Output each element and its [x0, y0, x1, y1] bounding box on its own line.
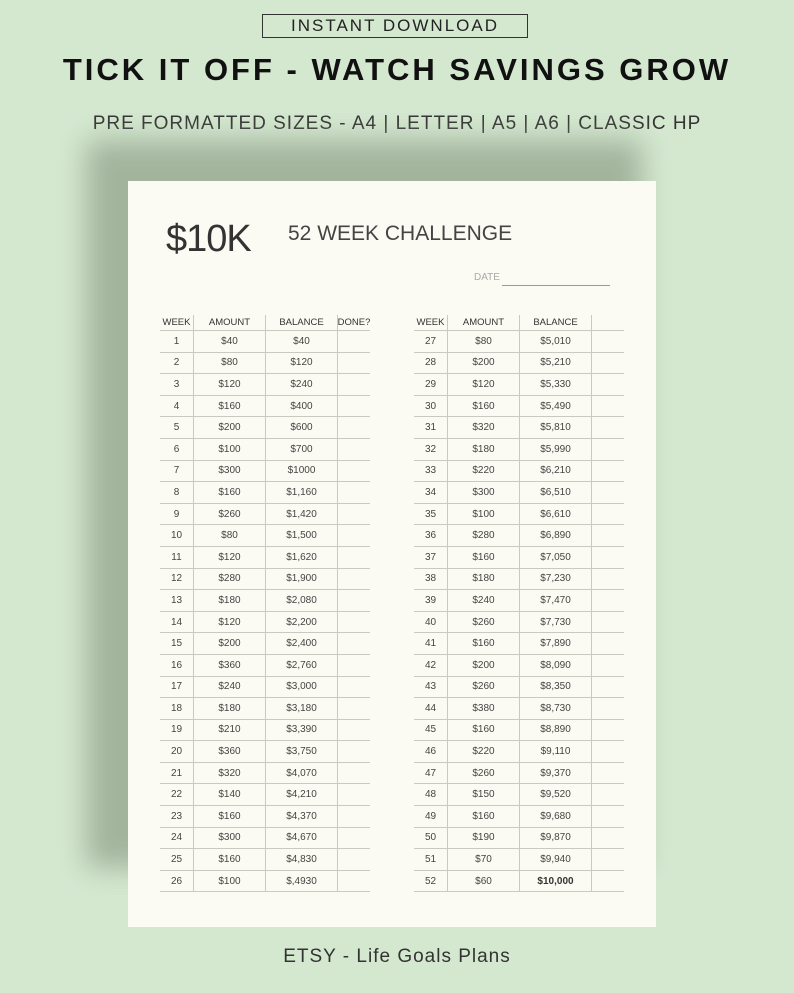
balance-cell: $,4930: [266, 871, 338, 893]
amount-cell: $200: [448, 655, 520, 677]
done-checkbox-cell[interactable]: [592, 569, 624, 591]
balance-cell: $10,000: [520, 871, 592, 893]
week-cell: 15: [160, 633, 194, 655]
balance-cell: $400: [266, 396, 338, 418]
week-cell: 45: [414, 720, 448, 742]
balance-cell: $7,890: [520, 633, 592, 655]
footer-shop-name: ETSY - Life Goals Plans: [283, 946, 511, 967]
done-checkbox-cell[interactable]: [592, 677, 624, 699]
amount-cell: $260: [194, 504, 266, 526]
done-checkbox-cell[interactable]: [338, 461, 370, 483]
done-checkbox-cell[interactable]: [338, 677, 370, 699]
balance-cell: $1,620: [266, 547, 338, 569]
amount-cell: $70: [448, 849, 520, 871]
week-cell: 26: [160, 871, 194, 893]
balance-cell: $1000: [266, 461, 338, 483]
done-checkbox-cell[interactable]: [592, 374, 624, 396]
date-line: [502, 285, 610, 286]
balance-cell: $7,470: [520, 590, 592, 612]
amount-cell: $180: [194, 698, 266, 720]
balance-cell: $6,210: [520, 461, 592, 483]
headline: TICK IT OFF - WATCH SAVINGS GROW: [62, 52, 732, 87]
done-checkbox-cell[interactable]: [338, 698, 370, 720]
week-cell: 34: [414, 482, 448, 504]
done-checkbox-cell[interactable]: [338, 741, 370, 763]
done-checkbox-cell[interactable]: [592, 461, 624, 483]
done-checkbox-cell[interactable]: [592, 741, 624, 763]
week-cell: 35: [414, 504, 448, 526]
amount-cell: $240: [194, 677, 266, 699]
balance-cell: $2,200: [266, 612, 338, 634]
balance-cell: $240: [266, 374, 338, 396]
balance-cell: $5,810: [520, 417, 592, 439]
done-checkbox-cell[interactable]: [592, 396, 624, 418]
amount-cell: $120: [194, 374, 266, 396]
week-cell: 13: [160, 590, 194, 612]
done-checkbox-cell[interactable]: [338, 439, 370, 461]
balance-cell: $9,680: [520, 806, 592, 828]
amount-cell: $300: [194, 461, 266, 483]
week-cell: 9: [160, 504, 194, 526]
savings-table-right: [414, 315, 624, 892]
amount-cell: $100: [448, 504, 520, 526]
done-checkbox-cell[interactable]: [338, 763, 370, 785]
printable-sheet: [128, 181, 656, 927]
done-checkbox-cell[interactable]: [338, 590, 370, 612]
amount-cell: $200: [194, 633, 266, 655]
balance-cell: $2,760: [266, 655, 338, 677]
week-cell: 33: [414, 461, 448, 483]
balance-cell: $40: [266, 331, 338, 353]
balance-cell: $7,050: [520, 547, 592, 569]
week-cell: 51: [414, 849, 448, 871]
goal-amount-title: $10K: [166, 218, 251, 260]
done-checkbox-cell[interactable]: [592, 353, 624, 375]
amount-cell: $320: [448, 417, 520, 439]
done-checkbox-cell[interactable]: [592, 655, 624, 677]
done-checkbox-cell[interactable]: [338, 525, 370, 547]
done-checkbox-cell[interactable]: [338, 655, 370, 677]
done-checkbox-cell[interactable]: [338, 828, 370, 850]
amount-cell: $200: [448, 353, 520, 375]
done-checkbox-cell[interactable]: [592, 439, 624, 461]
balance-cell: $1,160: [266, 482, 338, 504]
week-cell: 46: [414, 741, 448, 763]
done-checkbox-cell[interactable]: [338, 547, 370, 569]
balance-cell: $9,940: [520, 849, 592, 871]
balance-cell: $6,510: [520, 482, 592, 504]
amount-cell: $210: [194, 720, 266, 742]
amount-cell: $220: [448, 741, 520, 763]
amount-cell: $380: [448, 698, 520, 720]
week-cell: 2: [160, 353, 194, 375]
balance-cell: $9,110: [520, 741, 592, 763]
amount-cell: $190: [448, 828, 520, 850]
column-header: BALANCE: [520, 315, 592, 331]
balance-cell: $4,830: [266, 849, 338, 871]
amount-cell: $160: [194, 806, 266, 828]
amount-cell: $160: [448, 806, 520, 828]
amount-cell: $160: [194, 396, 266, 418]
amount-cell: $260: [448, 612, 520, 634]
amount-cell: $260: [448, 677, 520, 699]
done-checkbox-cell[interactable]: [338, 806, 370, 828]
week-cell: 25: [160, 849, 194, 871]
done-checkbox-cell[interactable]: [592, 331, 624, 353]
done-checkbox-cell[interactable]: [338, 612, 370, 634]
balance-cell: $5,990: [520, 439, 592, 461]
week-cell: 40: [414, 612, 448, 634]
sizes-subheadline: PRE FORMATTED SIZES - A4 | LETTER | A5 | A6 | CLASSIC HP: [92, 113, 702, 134]
done-checkbox-cell[interactable]: [592, 417, 624, 439]
balance-cell: $8,730: [520, 698, 592, 720]
done-checkbox-cell[interactable]: [338, 331, 370, 353]
balance-cell: $9,370: [520, 763, 592, 785]
week-cell: 52: [414, 871, 448, 893]
amount-cell: $200: [194, 417, 266, 439]
balance-cell: $5,210: [520, 353, 592, 375]
column-header: AMOUNT: [448, 315, 520, 331]
column-header: WEEK: [160, 315, 194, 331]
week-cell: 12: [160, 569, 194, 591]
balance-cell: $3,750: [266, 741, 338, 763]
week-cell: 24: [160, 828, 194, 850]
week-cell: 30: [414, 396, 448, 418]
week-cell: 42: [414, 655, 448, 677]
week-cell: 22: [160, 784, 194, 806]
week-cell: 18: [160, 698, 194, 720]
done-checkbox-cell[interactable]: [592, 590, 624, 612]
balance-cell: $8,090: [520, 655, 592, 677]
week-cell: 39: [414, 590, 448, 612]
amount-cell: $260: [448, 763, 520, 785]
amount-cell: $80: [194, 525, 266, 547]
balance-cell: $6,610: [520, 504, 592, 526]
done-checkbox-cell[interactable]: [592, 720, 624, 742]
week-cell: 11: [160, 547, 194, 569]
done-checkbox-cell[interactable]: [592, 525, 624, 547]
done-checkbox-cell[interactable]: [592, 612, 624, 634]
balance-cell: $1,420: [266, 504, 338, 526]
done-checkbox-cell[interactable]: [592, 828, 624, 850]
week-cell: 27: [414, 331, 448, 353]
balance-cell: $7,230: [520, 569, 592, 591]
balance-cell: $8,890: [520, 720, 592, 742]
week-cell: 29: [414, 374, 448, 396]
amount-cell: $180: [448, 439, 520, 461]
balance-cell: $2,080: [266, 590, 338, 612]
column-header: AMOUNT: [194, 315, 266, 331]
week-cell: 20: [160, 741, 194, 763]
week-cell: 4: [160, 396, 194, 418]
amount-cell: $360: [194, 655, 266, 677]
done-checkbox-cell[interactable]: [592, 763, 624, 785]
week-cell: 21: [160, 763, 194, 785]
week-cell: 23: [160, 806, 194, 828]
amount-cell: $120: [194, 612, 266, 634]
done-checkbox-cell[interactable]: [592, 698, 624, 720]
balance-cell: $5,490: [520, 396, 592, 418]
week-cell: 7: [160, 461, 194, 483]
done-checkbox-cell[interactable]: [592, 633, 624, 655]
amount-cell: $150: [448, 784, 520, 806]
week-cell: 37: [414, 547, 448, 569]
savings-table-left: [160, 315, 370, 892]
week-cell: 38: [414, 569, 448, 591]
date-label: DATE: [474, 272, 500, 283]
week-cell: 43: [414, 677, 448, 699]
done-checkbox-cell[interactable]: [338, 396, 370, 418]
week-cell: 6: [160, 439, 194, 461]
week-cell: 41: [414, 633, 448, 655]
week-cell: 16: [160, 655, 194, 677]
done-checkbox-cell[interactable]: [338, 504, 370, 526]
balance-cell: $6,890: [520, 525, 592, 547]
balance-cell: $7,730: [520, 612, 592, 634]
balance-cell: $9,520: [520, 784, 592, 806]
column-header: BALANCE: [266, 315, 338, 331]
week-cell: 19: [160, 720, 194, 742]
balance-cell: $4,370: [266, 806, 338, 828]
done-checkbox-cell[interactable]: [592, 784, 624, 806]
done-checkbox-cell[interactable]: [338, 417, 370, 439]
balance-cell: $5,010: [520, 331, 592, 353]
balance-cell: $3,390: [266, 720, 338, 742]
column-header: DONE?: [338, 315, 370, 331]
balance-cell: $4,670: [266, 828, 338, 850]
amount-cell: $280: [194, 569, 266, 591]
week-cell: 48: [414, 784, 448, 806]
week-cell: 17: [160, 677, 194, 699]
amount-cell: $160: [448, 547, 520, 569]
column-header: [592, 315, 624, 331]
done-checkbox-cell[interactable]: [592, 806, 624, 828]
amount-cell: $80: [448, 331, 520, 353]
balance-cell: $1,900: [266, 569, 338, 591]
done-checkbox-cell[interactable]: [338, 633, 370, 655]
done-checkbox-cell[interactable]: [592, 504, 624, 526]
week-cell: 14: [160, 612, 194, 634]
amount-cell: $240: [448, 590, 520, 612]
amount-cell: $160: [194, 482, 266, 504]
balance-cell: $600: [266, 417, 338, 439]
week-cell: 47: [414, 763, 448, 785]
done-checkbox-cell[interactable]: [338, 784, 370, 806]
amount-cell: $320: [194, 763, 266, 785]
week-cell: 1: [160, 331, 194, 353]
balance-cell: $1,500: [266, 525, 338, 547]
balance-cell: $8,350: [520, 677, 592, 699]
amount-cell: $180: [194, 590, 266, 612]
balance-cell: $2,400: [266, 633, 338, 655]
week-cell: 3: [160, 374, 194, 396]
amount-cell: $220: [448, 461, 520, 483]
balance-cell: $4,210: [266, 784, 338, 806]
instant-download-badge: INSTANT DOWNLOAD: [262, 14, 528, 38]
amount-cell: $160: [194, 849, 266, 871]
column-header: WEEK: [414, 315, 448, 331]
amount-cell: $160: [448, 633, 520, 655]
amount-cell: $60: [448, 871, 520, 893]
amount-cell: $180: [448, 569, 520, 591]
balance-cell: $5,330: [520, 374, 592, 396]
done-checkbox-cell[interactable]: [338, 720, 370, 742]
done-checkbox-cell[interactable]: [592, 547, 624, 569]
week-cell: 44: [414, 698, 448, 720]
amount-cell: $100: [194, 871, 266, 893]
done-checkbox-cell[interactable]: [592, 482, 624, 504]
balance-cell: $700: [266, 439, 338, 461]
week-cell: 10: [160, 525, 194, 547]
amount-cell: $40: [194, 331, 266, 353]
challenge-title: 52 WEEK CHALLENGE: [288, 222, 513, 245]
done-checkbox-cell[interactable]: [592, 871, 624, 893]
amount-cell: $80: [194, 353, 266, 375]
balance-cell: $120: [266, 353, 338, 375]
amount-cell: $300: [194, 828, 266, 850]
balance-cell: $3,180: [266, 698, 338, 720]
week-cell: 28: [414, 353, 448, 375]
amount-cell: $120: [448, 374, 520, 396]
balance-cell: $4,070: [266, 763, 338, 785]
balance-cell: $9,870: [520, 828, 592, 850]
amount-cell: $100: [194, 439, 266, 461]
done-checkbox-cell[interactable]: [338, 374, 370, 396]
week-cell: 32: [414, 439, 448, 461]
done-checkbox-cell[interactable]: [338, 353, 370, 375]
done-checkbox-cell[interactable]: [592, 849, 624, 871]
balance-cell: $3,000: [266, 677, 338, 699]
week-cell: 8: [160, 482, 194, 504]
done-checkbox-cell[interactable]: [338, 871, 370, 893]
amount-cell: $160: [448, 396, 520, 418]
amount-cell: $160: [448, 720, 520, 742]
amount-cell: $120: [194, 547, 266, 569]
amount-cell: $140: [194, 784, 266, 806]
week-cell: 50: [414, 828, 448, 850]
done-checkbox-cell[interactable]: [338, 482, 370, 504]
week-cell: 36: [414, 525, 448, 547]
amount-cell: $360: [194, 741, 266, 763]
week-cell: 31: [414, 417, 448, 439]
week-cell: 5: [160, 417, 194, 439]
done-checkbox-cell[interactable]: [338, 569, 370, 591]
amount-cell: $280: [448, 525, 520, 547]
done-checkbox-cell[interactable]: [338, 849, 370, 871]
amount-cell: $300: [448, 482, 520, 504]
week-cell: 49: [414, 806, 448, 828]
